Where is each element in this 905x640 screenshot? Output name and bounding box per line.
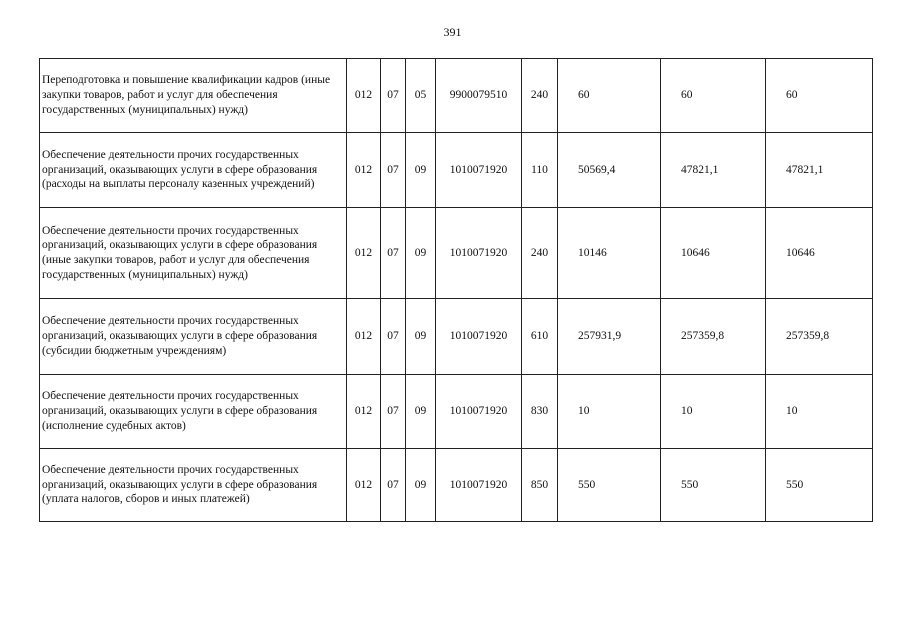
amount-year-1: 10: [558, 375, 661, 449]
amount-year-1: 60: [558, 59, 661, 133]
expense-type-code: 240: [522, 208, 558, 299]
section-code: 07: [381, 299, 406, 375]
expense-type-code: 830: [522, 375, 558, 449]
ministry-code: 012: [347, 299, 381, 375]
subsection-code: 09: [406, 299, 436, 375]
ministry-code: 012: [347, 133, 381, 208]
subsection-code: 09: [406, 375, 436, 449]
table-row: [40, 299, 873, 375]
expense-type-code: 610: [522, 299, 558, 375]
section-code: 07: [381, 208, 406, 299]
target-article-code: 9900079510: [436, 59, 522, 133]
row-description: Обеспечение деятельности прочих государственных организаций, оказывающих услуги в сфере образования (иные закупки товаров, работ и услуг для обеспечения государственных (муниципальных) нужд): [40, 208, 347, 299]
page-number: 391: [443, 25, 462, 39]
expense-type-code: 110: [522, 133, 558, 208]
expense-type-code: 240: [522, 59, 558, 133]
amount-year-3: 550: [766, 449, 873, 522]
amount-year-2: 60: [661, 59, 766, 133]
section-code: 07: [381, 375, 406, 449]
amount-year-3: 257359,8: [766, 299, 873, 375]
table-row: [40, 133, 873, 208]
target-article-code: 1010071920: [436, 133, 522, 208]
row-description: Обеспечение деятельности прочих государственных организаций, оказывающих услуги в сфере образования (субсидии бюджетным учреждениям): [40, 299, 347, 375]
ministry-code: 012: [347, 208, 381, 299]
table-row: [40, 59, 873, 133]
amount-year-1: 50569,4: [558, 133, 661, 208]
subsection-code: 05: [406, 59, 436, 133]
subsection-code: 09: [406, 449, 436, 522]
expense-type-code: 850: [522, 449, 558, 522]
target-article-code: 1010071920: [436, 375, 522, 449]
section-code: 07: [381, 449, 406, 522]
table-row: [40, 449, 873, 522]
section-code: 07: [381, 59, 406, 133]
ministry-code: 012: [347, 449, 381, 522]
amount-year-3: 10: [766, 375, 873, 449]
amount-year-1: 257931,9: [558, 299, 661, 375]
amount-year-2: 257359,8: [661, 299, 766, 375]
target-article-code: 1010071920: [436, 208, 522, 299]
row-description: Обеспечение деятельности прочих государственных организаций, оказывающих услуги в сфере образования (уплата налогов, сборов и иных платежей): [40, 449, 347, 522]
amount-year-2: 47821,1: [661, 133, 766, 208]
amount-year-2: 10: [661, 375, 766, 449]
ministry-code: 012: [347, 59, 381, 133]
amount-year-3: 60: [766, 59, 873, 133]
subsection-code: 09: [406, 208, 436, 299]
amount-year-2: 10646: [661, 208, 766, 299]
table-row: [40, 208, 873, 299]
amount-year-2: 550: [661, 449, 766, 522]
table-row: [40, 375, 873, 449]
amount-year-1: 550: [558, 449, 661, 522]
subsection-code: 09: [406, 133, 436, 208]
target-article-code: 1010071920: [436, 299, 522, 375]
budget-table: [39, 58, 873, 522]
ministry-code: 012: [347, 375, 381, 449]
amount-year-3: 10646: [766, 208, 873, 299]
section-code: 07: [381, 133, 406, 208]
row-description: Обеспечение деятельности прочих государственных организаций, оказывающих услуги в сфере образования (расходы на выплаты персоналу казенных учреждений): [40, 133, 347, 208]
target-article-code: 1010071920: [436, 449, 522, 522]
amount-year-3: 47821,1: [766, 133, 873, 208]
amount-year-1: 10146: [558, 208, 661, 299]
row-description: Переподготовка и повышение квалификации кадров (иные закупки товаров, работ и услуг для обеспечения государственных (муниципальных) нужд): [40, 59, 347, 133]
row-description: Обеспечение деятельности прочих государственных организаций, оказывающих услуги в сфере образования (исполнение судебных актов): [40, 375, 347, 449]
